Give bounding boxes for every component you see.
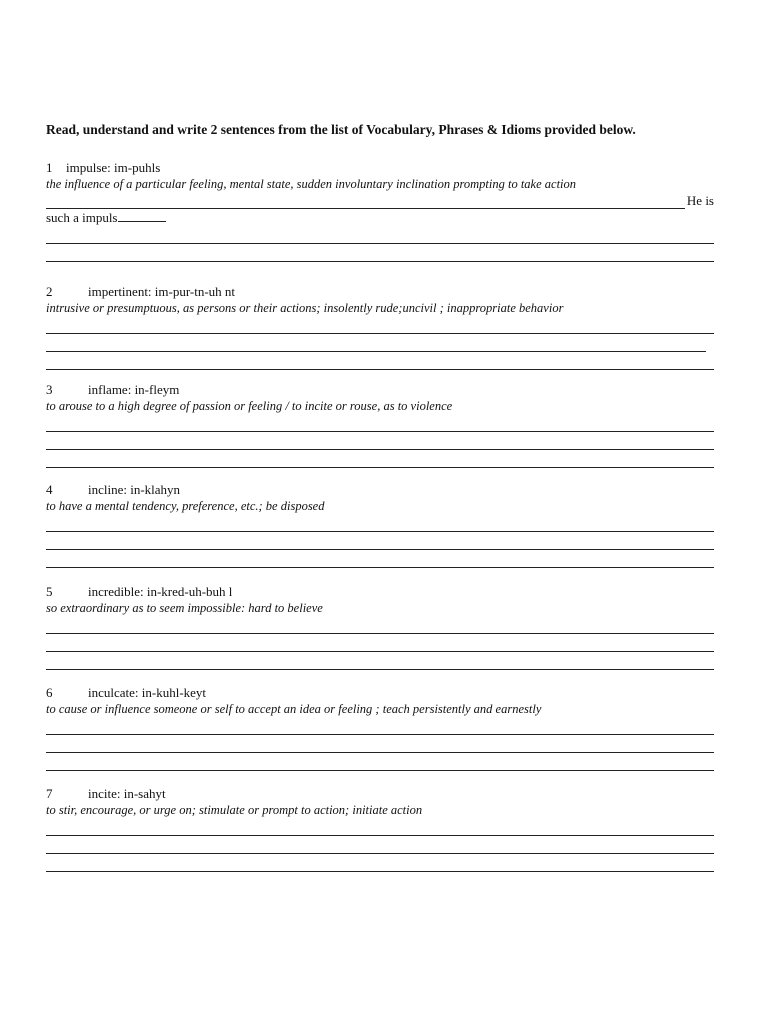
answer-rule bbox=[46, 194, 685, 209]
vocab-entry-3 bbox=[46, 382, 714, 468]
answer-line[interactable] bbox=[46, 836, 714, 854]
entry-definition: to cause or influence someone or self to accept an idea or feeling ; teach persistently and earnestly bbox=[46, 702, 542, 716]
vocab-entry-7 bbox=[46, 786, 714, 872]
entry-term: incline: in-klahyn bbox=[88, 482, 181, 497]
entry-heading bbox=[46, 482, 714, 498]
answer-line[interactable] bbox=[46, 352, 714, 370]
entry-number: 6 bbox=[46, 685, 53, 700]
answer-line-continuation[interactable] bbox=[46, 209, 714, 226]
entry-term: incredible: in-kred-uh-buh l bbox=[88, 584, 233, 599]
instructions: Read, understand and write 2 sentences from the list of Vocabulary, Phrases & Idioms provided below. bbox=[46, 122, 636, 137]
entry-definition: to arouse to a high degree of passion or feeling / to incite or rouse, as to violence bbox=[46, 399, 453, 413]
answer-line[interactable] bbox=[46, 414, 714, 432]
sample-text-end: He is bbox=[686, 193, 714, 208]
answer-line[interactable] bbox=[46, 514, 714, 532]
entry-definition: to stir, encourage, or urge on; stimulate or prompt to action; initiate action bbox=[46, 803, 423, 817]
entry-term: impulse: im-puhls bbox=[66, 160, 161, 175]
entry-term: inculcate: in-kuhl-keyt bbox=[88, 685, 207, 700]
entry-number: 4 bbox=[46, 482, 53, 497]
entry-definition: the influence of a particular feeling, mental state, sudden involuntary inclination prompting to take action bbox=[46, 177, 577, 191]
answer-line[interactable] bbox=[46, 616, 714, 634]
answer-line[interactable] bbox=[46, 244, 714, 262]
vocab-entry-1 bbox=[46, 160, 714, 262]
entry-definition: to have a mental tendency, preference, etc.; be disposed bbox=[46, 499, 325, 513]
entry-definition: intrusive or presumptuous, as persons or their actions; insolently rude;uncivil ; inappropriate behavior bbox=[46, 301, 564, 315]
answer-line[interactable] bbox=[46, 334, 706, 352]
entry-heading bbox=[46, 584, 714, 600]
answer-line[interactable] bbox=[46, 532, 714, 550]
sample-text-continuation: such a impuls bbox=[46, 210, 118, 225]
answer-line[interactable] bbox=[46, 753, 714, 771]
vocab-entry-2 bbox=[46, 284, 714, 370]
answer-line[interactable] bbox=[46, 316, 714, 334]
answer-line[interactable] bbox=[46, 550, 714, 568]
answer-line[interactable] bbox=[46, 192, 714, 209]
entry-term: incite: in-sahyt bbox=[88, 786, 166, 801]
vocab-entry-6 bbox=[46, 685, 714, 771]
entry-heading bbox=[46, 382, 714, 398]
entry-number: 1 bbox=[46, 160, 53, 175]
vocab-entry-4 bbox=[46, 482, 714, 568]
entry-number: 3 bbox=[46, 382, 53, 397]
entry-heading bbox=[46, 284, 714, 300]
entry-term: impertinent: im-pur-tn-uh nt bbox=[88, 284, 236, 299]
answer-line[interactable] bbox=[46, 226, 714, 244]
entry-number: 2 bbox=[46, 284, 53, 299]
entry-number: 7 bbox=[46, 786, 53, 801]
answer-blank bbox=[118, 209, 166, 222]
answer-line[interactable] bbox=[46, 735, 714, 753]
answer-line[interactable] bbox=[46, 717, 714, 735]
entry-number: 5 bbox=[46, 584, 53, 599]
entry-definition: so extraordinary as to seem impossible: hard to believe bbox=[46, 601, 323, 615]
entry-term: inflame: in-fleym bbox=[88, 382, 180, 397]
answer-line[interactable] bbox=[46, 450, 714, 468]
entry-heading bbox=[46, 786, 714, 802]
worksheet bbox=[46, 122, 714, 872]
answer-line[interactable] bbox=[46, 432, 714, 450]
answer-line[interactable] bbox=[46, 854, 714, 872]
vocab-entry-5 bbox=[46, 584, 714, 670]
entry-heading bbox=[46, 160, 714, 176]
answer-line[interactable] bbox=[46, 634, 714, 652]
entry-heading bbox=[46, 685, 714, 701]
answer-line[interactable] bbox=[46, 818, 714, 836]
answer-line[interactable] bbox=[46, 652, 714, 670]
